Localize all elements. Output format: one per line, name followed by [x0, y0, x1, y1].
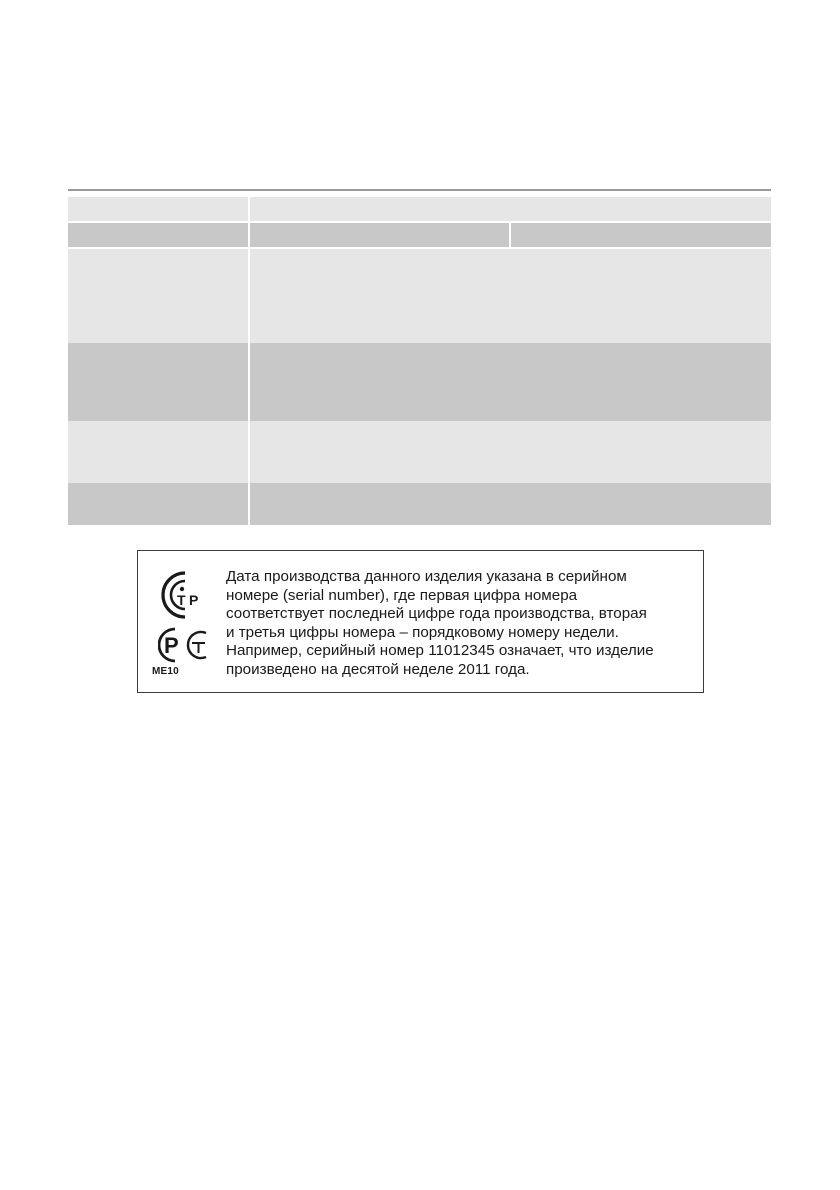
table-header-label-cell	[68, 197, 248, 221]
notice-line: и третья цифры номера – порядковому номеру недели.	[226, 623, 619, 641]
gost-r-certification-mark-icon	[158, 567, 210, 677]
svg-text:T: T	[177, 592, 186, 608]
svg-text:P: P	[164, 633, 179, 658]
table-row	[68, 483, 771, 525]
notice-line: произведено на десятой неделе 2011 года.	[226, 660, 530, 678]
table-row-value	[248, 483, 771, 525]
spec-table	[68, 197, 771, 525]
manufacture-date-notice	[137, 550, 704, 693]
table-row-label	[68, 421, 248, 483]
table-row-value	[248, 421, 771, 483]
table-header-value-cell	[248, 197, 771, 221]
notice-line: соответствует последней цифре года производства, вторая	[226, 605, 647, 623]
table-row-label	[68, 483, 248, 525]
table-subheader-label-cell	[68, 223, 248, 247]
table-row-value	[248, 249, 771, 343]
certification-code: ME10	[152, 666, 179, 677]
table-subheader-col-2	[509, 223, 771, 247]
svg-text:P: P	[189, 592, 199, 608]
table-subheader-row	[68, 223, 771, 247]
table-row	[68, 421, 771, 483]
notice-text	[226, 568, 696, 680]
table-subheader-col-1	[248, 223, 509, 247]
table-row-label	[68, 249, 248, 343]
notice-line: номере (serial number), где первая цифра номера	[226, 586, 578, 604]
table-row	[68, 249, 771, 343]
top-rule	[68, 189, 771, 191]
table-row-value	[248, 343, 771, 421]
table-row	[68, 343, 771, 421]
notice-line: Например, серийный номер 11012345 означает, что изделие	[226, 642, 654, 660]
certification-marks	[158, 567, 210, 677]
table-row-label	[68, 343, 248, 421]
notice-line: Дата производства данного изделия указана в серийном	[226, 568, 627, 585]
table-header-row	[68, 197, 771, 221]
